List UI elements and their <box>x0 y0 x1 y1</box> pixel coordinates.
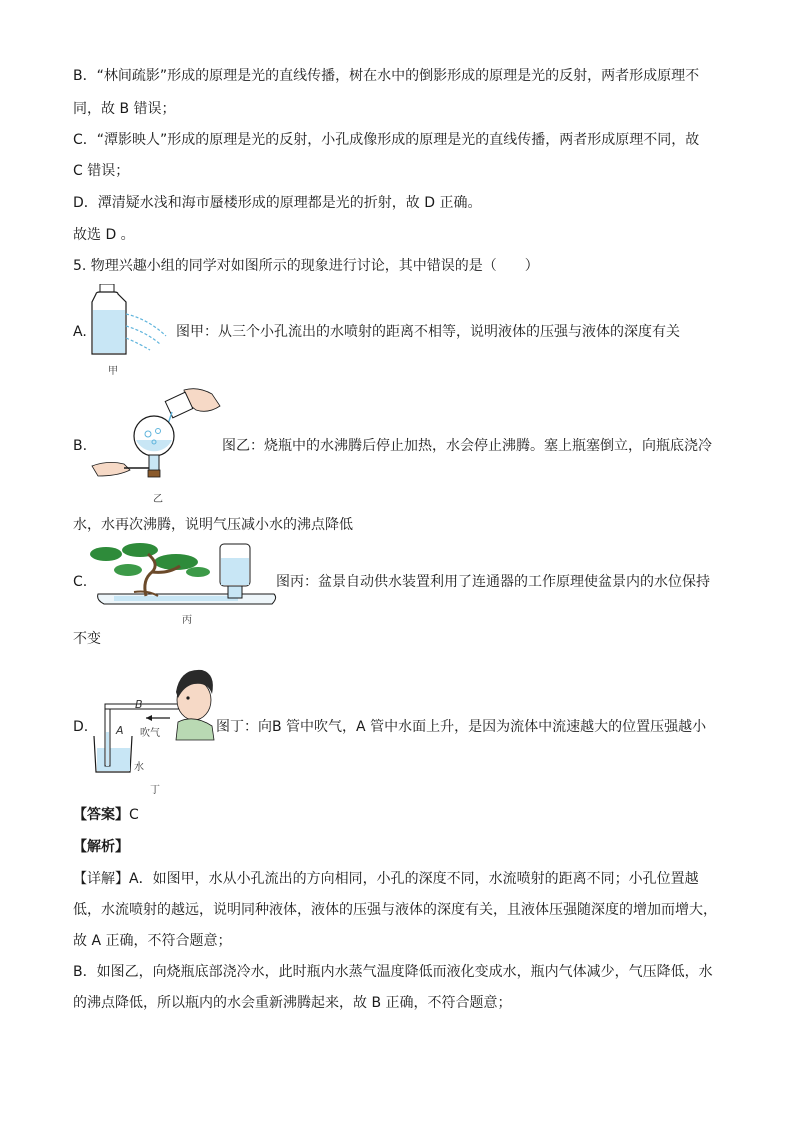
tube-a-label: A <box>116 724 124 737</box>
detail-line: 的沸点降低，所以瓶内的水会重新沸腾起来，故 B 正确，不符合题意； <box>73 995 512 1011</box>
answer-line <box>73 805 723 825</box>
text-line: B．“林间疏影”形成的原理是光的直线传播，树在水中的倒影形成的原理是光的反射，两者形成原理不 <box>73 68 700 84</box>
answer-label: 【答案】 <box>73 807 129 823</box>
figure-yi <box>88 384 228 489</box>
figure-caption-yi: 乙 <box>153 494 163 505</box>
option-b-text: 图乙：烧瓶中的水沸腾后停止加热，水会停止沸腾。塞上瓶塞倒立，向瓶底浇冷 <box>222 438 712 454</box>
detail-line: B．如图乙，向烧瓶底部浇冷水，此时瓶内水蒸气温度降低而液化变成水，瓶内气体减少，气压降低，水 <box>73 964 713 980</box>
option-c-label: C. <box>73 574 88 590</box>
detail-line: 【详解】A．如图甲，水从小孔流出的方向相同，小孔的深度不同，水流喷射的距离不同；小孔位置越 <box>73 871 699 887</box>
figure-caption-bing: 丙 <box>182 615 192 626</box>
figure-bing <box>88 540 280 612</box>
option-b-continuation: 水，水再次沸腾，说明气压减小水的沸点降低 <box>73 517 353 533</box>
option-b-label: B. <box>73 438 88 454</box>
figure-jia <box>88 284 183 356</box>
answer-value: C <box>129 807 139 823</box>
question-stem: 5. 物理兴趣小组的同学对如图所示的现象进行讨论，其中错误的是（ ） <box>73 258 539 274</box>
text-line: C 错误； <box>73 163 130 179</box>
blow-label: 吹气 <box>140 728 160 739</box>
text-line: C．“潭影映人”形成的原理是光的反射，小孔成像形成的原理是光的直线传播，两者形成原理不同，故 <box>73 132 700 148</box>
analysis-label: 【解析】 <box>73 839 129 855</box>
text-line: 同，故 B 错误； <box>73 101 176 117</box>
option-a-text: 图甲：从三个小孔流出的水喷射的距离不相等，说明液体的压强与液体的深度有关 <box>176 324 680 340</box>
text-line: 故选 D 。 <box>73 227 135 243</box>
option-c-text: 图丙：盆景自动供水装置利用了连通器的工作原理使盆景内的水位保持 <box>276 574 710 590</box>
option-c-continuation: 不变 <box>73 631 101 647</box>
tube-b-label: B <box>135 698 143 711</box>
figure-caption-jia: 甲 <box>108 366 118 377</box>
option-d-label: D. <box>73 719 89 735</box>
option-d-text: 图丁：向B 管中吹气，A 管中水面上升，是因为流体中流速越大的位置压强越小 <box>216 719 707 735</box>
figure-caption-ding: 丁 <box>150 785 160 796</box>
text-line: D．潭清疑水浅和海市蜃楼形成的原理都是光的折射，故 D 正确。 <box>73 195 482 211</box>
water-label: 水 <box>134 762 144 773</box>
detail-line: 故 A 正确，不符合题意； <box>73 933 232 949</box>
detail-line: 低，水流喷射的越远，说明同种液体，液体的压强与液体的深度有关，且液体压强随深度的增加而增大， <box>73 902 717 918</box>
figure-ding <box>88 660 218 782</box>
option-a-label: A. <box>73 324 87 340</box>
